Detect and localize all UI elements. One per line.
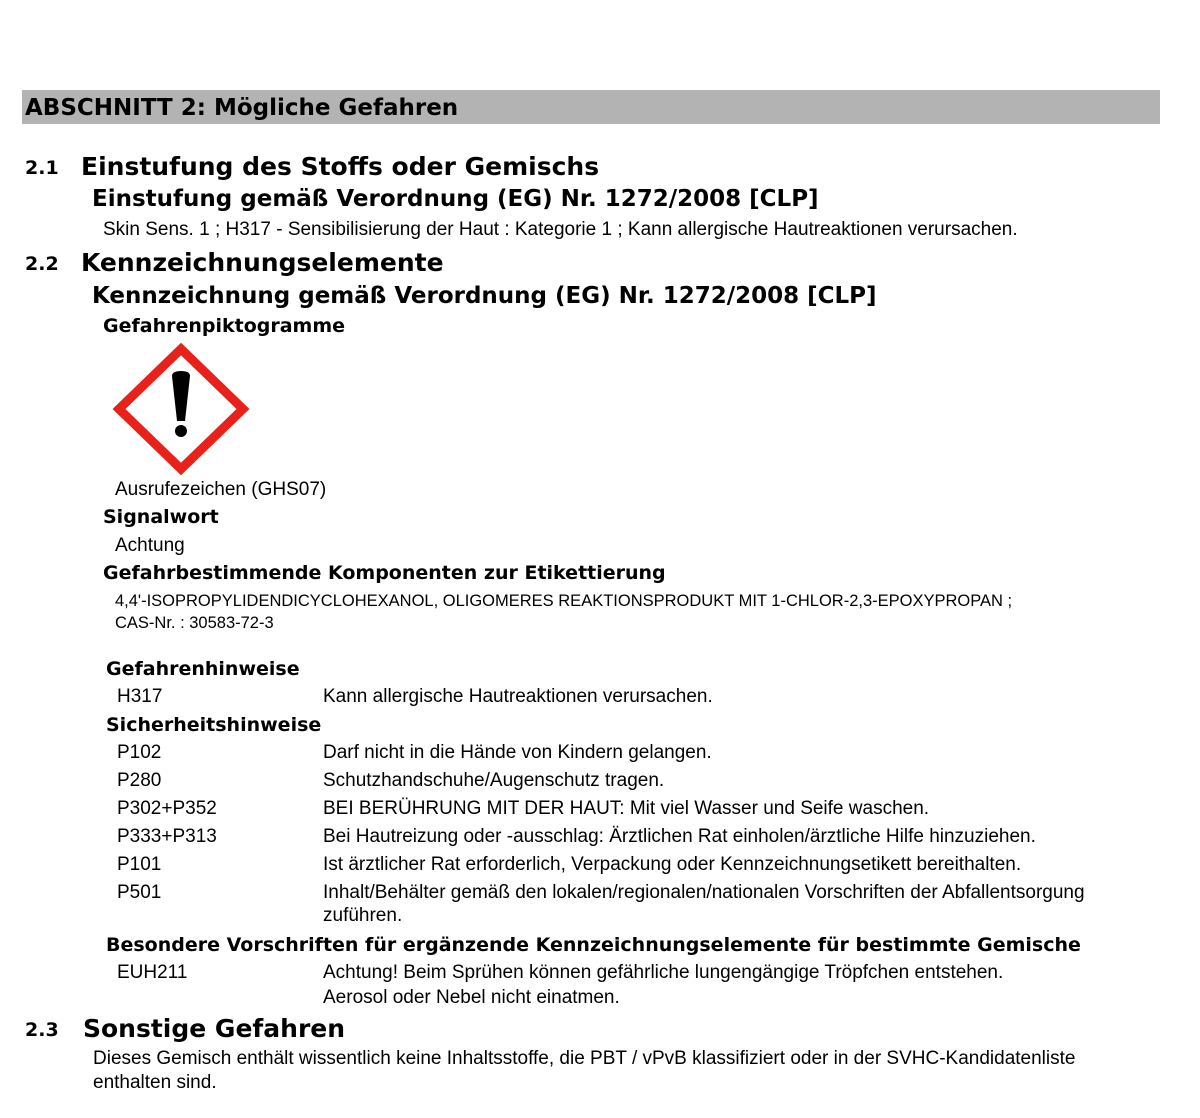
components-label: Gefahrbestimmende Komponenten zur Etikettierung [103,562,666,584]
signal-word-label: Signalwort [103,506,219,528]
safety-text: Ist ärztlicher Rat erforderlich, Verpackung oder Kennzeichnungsetikett bereithalten. [323,854,1022,875]
other-hazards-line-2: enthalten sind. [93,1072,217,1093]
safety-text: Inhalt/Behälter gemäß den lokalen/regionalen/nationalen Vorschriften der Abfallentsorgung [323,882,1085,903]
section-2-1-title: Einstufung des Stoffs oder Gemischs [81,152,600,181]
special-provisions-label: Besondere Vorschriften für ergänzende Kennzeichnungselemente für bestimmte Gemische [106,934,1081,956]
safety-text: Schutzhandschuhe/Augenschutz tragen. [323,770,665,791]
section-2-2-number: 2.2 [25,253,59,275]
safety-code: P501 [117,882,162,903]
safety-statements-label: Sicherheitshinweise [106,714,322,736]
special-code: EUH211 [117,962,188,983]
safety-text: BEI BERÜHRUNG MIT DER HAUT: Mit viel Wasser und Seife waschen. [323,798,930,819]
components-line-2: CAS-Nr. : 30583-72-3 [115,614,274,632]
classification-text: Skin Sens. 1 ; H317 - Sensibilisierung der Haut : Kategorie 1 ; Kann allergische Hautreaktionen verursachen. [103,219,1018,240]
section-2-2-subtitle: Kennzeichnung gemäß Verordnung (EG) Nr. 1272/2008 [CLP] [92,283,877,309]
pictograms-label: Gefahrenpiktogramme [103,315,346,337]
signal-word-value: Achtung [115,535,185,556]
section-2-3-number: 2.3 [25,1019,59,1041]
special-text-continuation: Aerosol oder Nebel nicht einatmen. [323,987,620,1008]
hazard-text: Kann allergische Hautreaktionen verursachen. [323,686,713,707]
section-2-3-title: Sonstige Gefahren [83,1014,346,1043]
exclamation-mark-icon [112,343,250,479]
safety-text: Bei Hautreizung oder -ausschlag: Ärztlichen Rat einholen/ärztliche Hilfe hinzuziehen. [323,826,1036,847]
section-2-1-subtitle: Einstufung gemäß Verordnung (EG) Nr. 1272/2008 [CLP] [92,186,819,212]
safety-code: P101 [117,854,162,875]
hazard-code: H317 [117,686,163,707]
hazard-statements-label: Gefahrenhinweise [106,658,300,680]
safety-code: P102 [117,742,162,763]
special-text: Achtung! Beim Sprühen können gefährliche lungengängige Tröpfchen entstehen. [323,962,1004,983]
section-title: ABSCHNITT 2: Mögliche Gefahren [25,95,459,121]
safety-text-continuation: zuführen. [323,905,403,926]
safety-text: Darf nicht in die Hände von Kindern gelangen. [323,742,712,763]
other-hazards-line-1: Dieses Gemisch enthält wissentlich keine Inhaltsstoffe, die PBT / vPvB klassifiziert oder in der SVHC-Kandidatenliste [93,1048,1076,1069]
components-line-1: 4,4'-ISOPROPYLIDENDICYCLOHEXANOL, OLIGOMERES REAKTIONSPRODUKT MIT 1-CHLOR-2,3-EPOXYPROPAN ; [115,592,1013,610]
safety-code: P280 [117,770,162,791]
pictogram-caption: Ausrufezeichen (GHS07) [115,479,327,500]
section-2-1-number: 2.1 [25,157,59,179]
safety-code: P333+P313 [117,826,217,847]
safety-code: P302+P352 [117,798,217,819]
section-2-2-title: Kennzeichnungselemente [81,248,444,277]
